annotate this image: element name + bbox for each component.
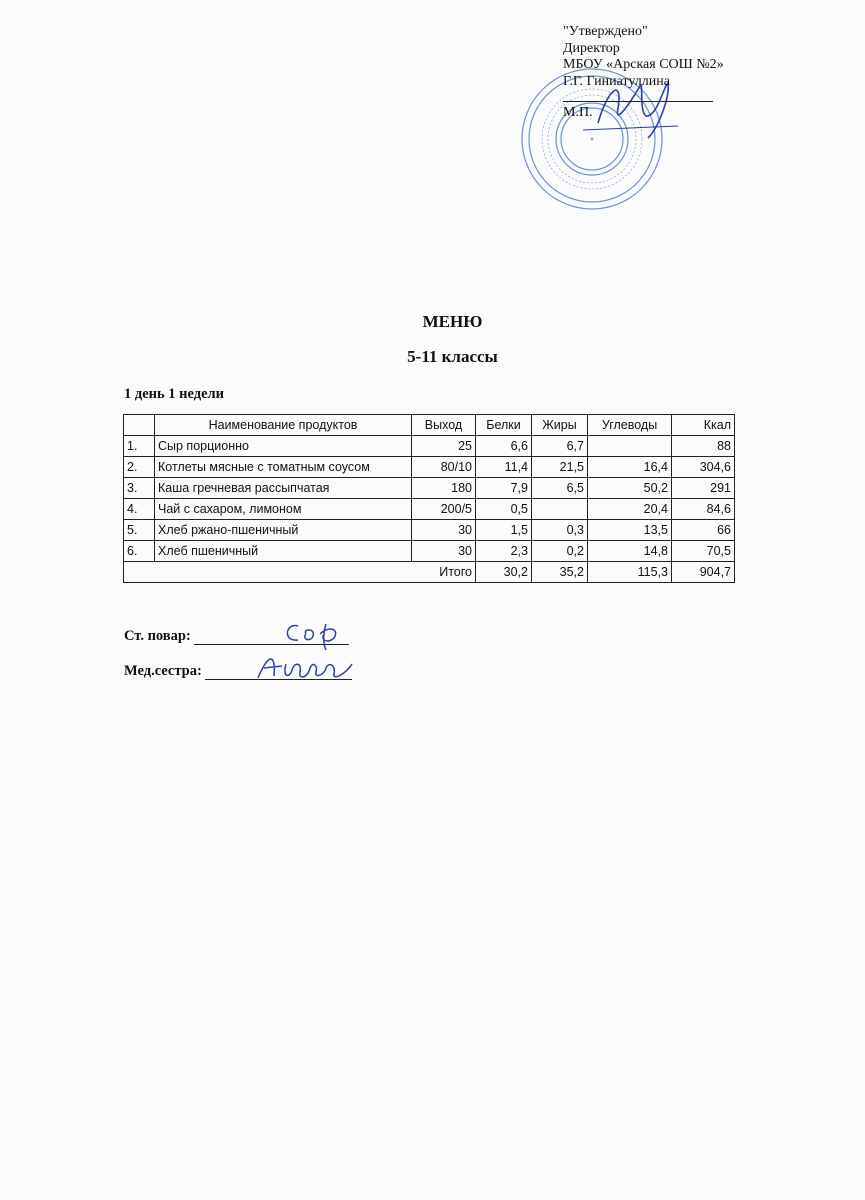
approval-organization: МБОУ «Арская СОШ №2» — [563, 57, 724, 72]
cook-signature — [276, 616, 366, 650]
total-carbs: 115,3 — [588, 562, 672, 583]
protein-value: 0,5 — [476, 499, 532, 520]
approval-heading: "Утверждено" — [563, 24, 648, 39]
row-index: 4. — [124, 499, 155, 520]
approval-signature-line — [563, 90, 713, 102]
product-name: Хлеб пшеничный — [155, 541, 412, 562]
table-header-row — [124, 415, 735, 436]
table-row — [124, 457, 735, 478]
fat-value: 0,2 — [532, 541, 588, 562]
kcal-value: 291 — [672, 478, 735, 499]
row-index: 6. — [124, 541, 155, 562]
yield-value: 180 — [412, 478, 476, 499]
approval-director-name: Г.Г. Гиниатуллина — [563, 73, 670, 89]
product-name: Каша гречневая рассыпчатая — [155, 478, 412, 499]
menu-table — [123, 414, 735, 583]
table-row — [124, 436, 735, 457]
yield-value: 30 — [412, 541, 476, 562]
total-kcal: 904,7 — [672, 562, 735, 583]
row-index: 2. — [124, 457, 155, 478]
fat-value: 6,5 — [532, 478, 588, 499]
header-kcal: Ккал — [672, 415, 735, 436]
carbs-value — [588, 436, 672, 457]
yield-value: 25 — [412, 436, 476, 457]
fat-value — [532, 499, 588, 520]
yield-value: 80/10 — [412, 457, 476, 478]
page-subtitle: 5-11 классы — [407, 347, 498, 366]
kcal-value: 84,6 — [672, 499, 735, 520]
protein-value: 11,4 — [476, 457, 532, 478]
product-name: Хлеб ржано-пшеничный — [155, 520, 412, 541]
nurse-label: Мед.сестра: — [124, 663, 202, 679]
header-protein: Белки — [476, 415, 532, 436]
approval-block — [563, 24, 724, 122]
header-carbs: Углеводы — [588, 415, 672, 436]
fat-value: 21,5 — [532, 457, 588, 478]
total-label: Итого — [124, 562, 476, 583]
nurse-signature — [252, 650, 362, 684]
protein-value: 7,9 — [476, 478, 532, 499]
approval-position: Директор — [563, 40, 620, 56]
product-name: Чай с сахаром, лимоном — [155, 499, 412, 520]
carbs-value: 20,4 — [588, 499, 672, 520]
table-row — [124, 499, 735, 520]
table-row — [124, 541, 735, 562]
table-total-row — [124, 562, 735, 583]
row-index: 5. — [124, 520, 155, 541]
table-row — [124, 478, 735, 499]
fat-value: 6,7 — [532, 436, 588, 457]
carbs-value: 16,4 — [588, 457, 672, 478]
table-row — [124, 520, 735, 541]
fat-value: 0,3 — [532, 520, 588, 541]
page-title: МЕНЮ — [422, 312, 483, 331]
header-index — [124, 415, 155, 436]
kcal-value: 304,6 — [672, 457, 735, 478]
carbs-value: 13,5 — [588, 520, 672, 541]
approval-seal-place: М.П. — [563, 105, 593, 120]
header-fat: Жиры — [532, 415, 588, 436]
total-protein: 30,2 — [476, 562, 532, 583]
kcal-value: 88 — [672, 436, 735, 457]
yield-value: 30 — [412, 520, 476, 541]
yield-value: 200/5 — [412, 499, 476, 520]
carbs-value: 14,8 — [588, 541, 672, 562]
cook-label: Ст. повар: — [124, 628, 191, 644]
kcal-value: 70,5 — [672, 541, 735, 562]
row-index: 3. — [124, 478, 155, 499]
product-name: Котлеты мясные с томатным соусом — [155, 457, 412, 478]
header-yield: Выход — [412, 415, 476, 436]
protein-value: 1,5 — [476, 520, 532, 541]
day-label: 1 день 1 недели — [124, 386, 225, 402]
protein-value: 2,3 — [476, 541, 532, 562]
protein-value: 6,6 — [476, 436, 532, 457]
carbs-value: 50,2 — [588, 478, 672, 499]
row-index: 1. — [124, 436, 155, 457]
total-fat: 35,2 — [532, 562, 588, 583]
header-product-name: Наименование продуктов — [155, 415, 412, 436]
kcal-value: 66 — [672, 520, 735, 541]
product-name: Сыр порционно — [155, 436, 412, 457]
